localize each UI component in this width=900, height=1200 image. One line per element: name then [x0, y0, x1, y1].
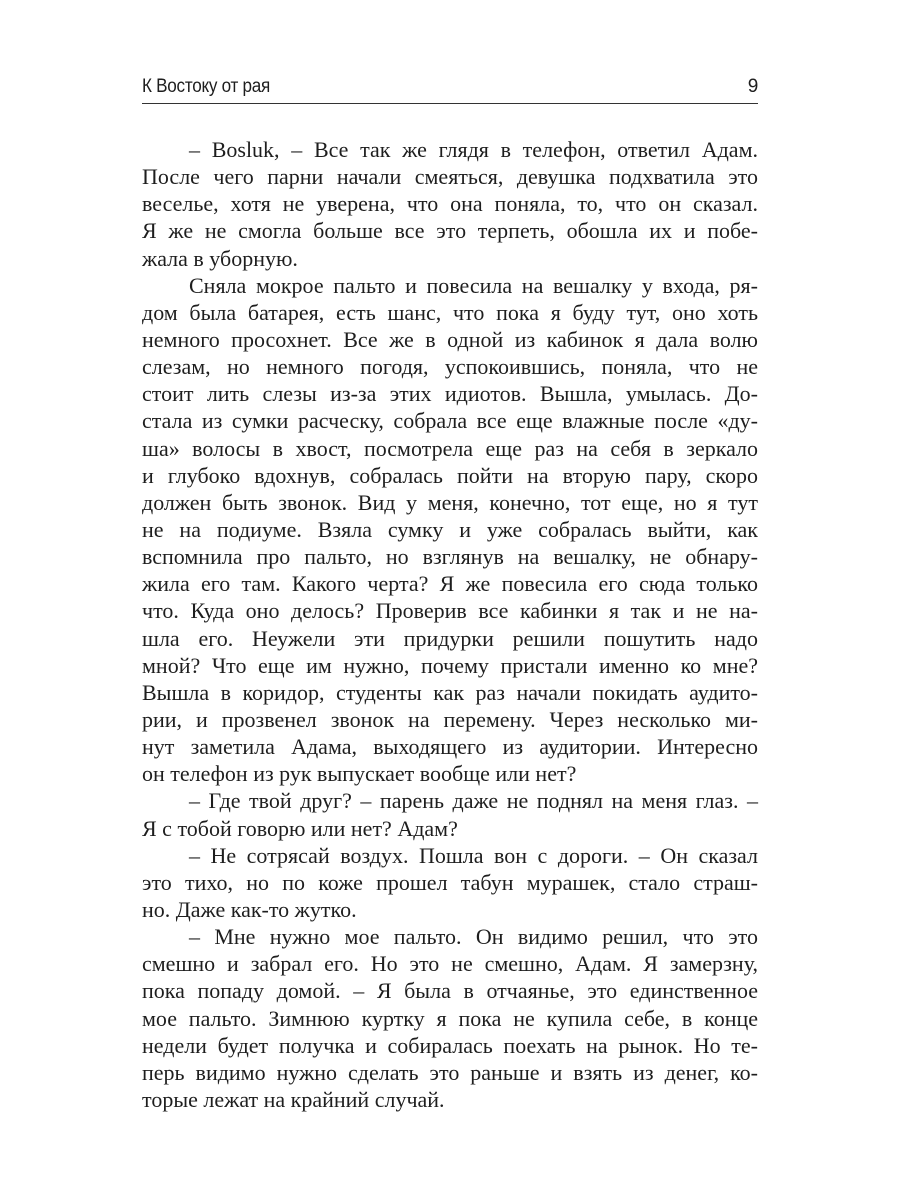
text-line: Вышла в коридор, студенты как раз начали покидать аудито-	[142, 679, 758, 705]
text-line: не на подиуме. Взяла сумку и уже собралась выйти, как	[142, 516, 758, 542]
body-text	[142, 136, 758, 1113]
text-line: стоит лить слезы из-за этих идиотов. Вышла, умылась. До-	[142, 381, 758, 407]
text-line: это тихо, но по коже прошел табун мурашек, стало страш-	[142, 869, 758, 895]
text-line: – Где твой друг? – парень даже не поднял на меня глаз. –	[189, 788, 758, 814]
page-number: 9	[747, 76, 758, 97]
paragraph	[142, 787, 758, 841]
book-title: К Востоку от рая	[142, 76, 270, 97]
text-line: и глубоко вдохнув, собралась пойти на вторую пару, скоро	[142, 462, 758, 488]
text-line: пока попаду домой. – Я была в отчаянье, это единственное	[142, 978, 758, 1004]
text-line: – Не сотрясай воздух. Пошла вон с дороги. – Он сказал	[189, 842, 758, 868]
text-line: он телефон из рук выпускает вообще или нет?	[142, 761, 577, 787]
text-line: дом была батарея, есть шанс, что пока я буду тут, оно хоть	[142, 299, 758, 325]
text-line: ша» волосы в хвост, посмотрела еще раз на себя в зеркало	[142, 435, 758, 461]
text-line: После чего парни начали смеяться, девушка подхватила это	[142, 164, 758, 190]
text-line: немного просохнет. Все же в одной из кабинок я дала волю	[142, 326, 758, 352]
paragraph	[142, 842, 758, 923]
paragraph	[142, 136, 758, 272]
text-line: жила его там. Какого черта? Я же повесила его сюда только	[142, 571, 758, 597]
text-line: недели будет получка и собиралась поехать на рынок. Но те-	[142, 1032, 758, 1058]
text-line: Я с тобой говорю или нет? Адам?	[142, 815, 458, 841]
text-line: должен быть звонок. Вид у меня, конечно, тот еще, но я тут	[142, 489, 758, 515]
text-line: жала в уборную.	[142, 245, 298, 271]
text-line: торые лежат на крайний случай.	[142, 1086, 445, 1112]
paragraph	[142, 923, 758, 1113]
text-line: – Bosluk, – Все так же глядя в телефон, ответил Адам.	[189, 137, 758, 162]
text-line: веселье, хотя не уверена, что она поняла, то, что он сказал.	[142, 191, 758, 217]
text-line: шла его. Неужели эти придурки решили пошутить надо	[142, 625, 758, 651]
text-line: вспомнила про пальто, но взглянув на вешалку, не обнару-	[142, 544, 758, 570]
text-line: Я же не смогла больше все это терпеть, обошла их и побе-	[142, 218, 758, 244]
text-line: – Мне нужно мое пальто. Он видимо решил, что это	[189, 924, 758, 950]
text-line: стала из сумки расческу, собрала все еще влажные после «ду-	[142, 408, 758, 434]
running-header	[142, 74, 758, 102]
text-line: перь видимо нужно сделать это раньше и взять из денег, ко-	[142, 1059, 758, 1085]
paragraph	[142, 272, 758, 788]
text-line: нут заметила Адама, выходящего из аудитории. Интересно	[142, 734, 758, 760]
header-rule	[142, 103, 758, 104]
text-line: смешно и забрал его. Но это не смешно, Адам. Я замерзну,	[142, 951, 758, 977]
text-line: мной? Что еще им нужно, почему пристали именно ко мне?	[142, 652, 758, 678]
text-line: слезам, но немного погодя, успокоившись, поняла, что не	[142, 354, 758, 380]
text-line: рии, и прозвенел звонок на перемену. Через несколько ми-	[142, 706, 758, 732]
text-line: Сняла мокрое пальто и повесила на вешалку у входа, ря-	[189, 272, 758, 298]
text-line: что. Куда оно делось? Проверив все кабинки я так и не на-	[142, 598, 758, 624]
text-line: но. Даже как-то жутко.	[142, 896, 357, 922]
text-line: мое пальто. Зимнюю куртку я пока не купила себе, в конце	[142, 1005, 758, 1031]
